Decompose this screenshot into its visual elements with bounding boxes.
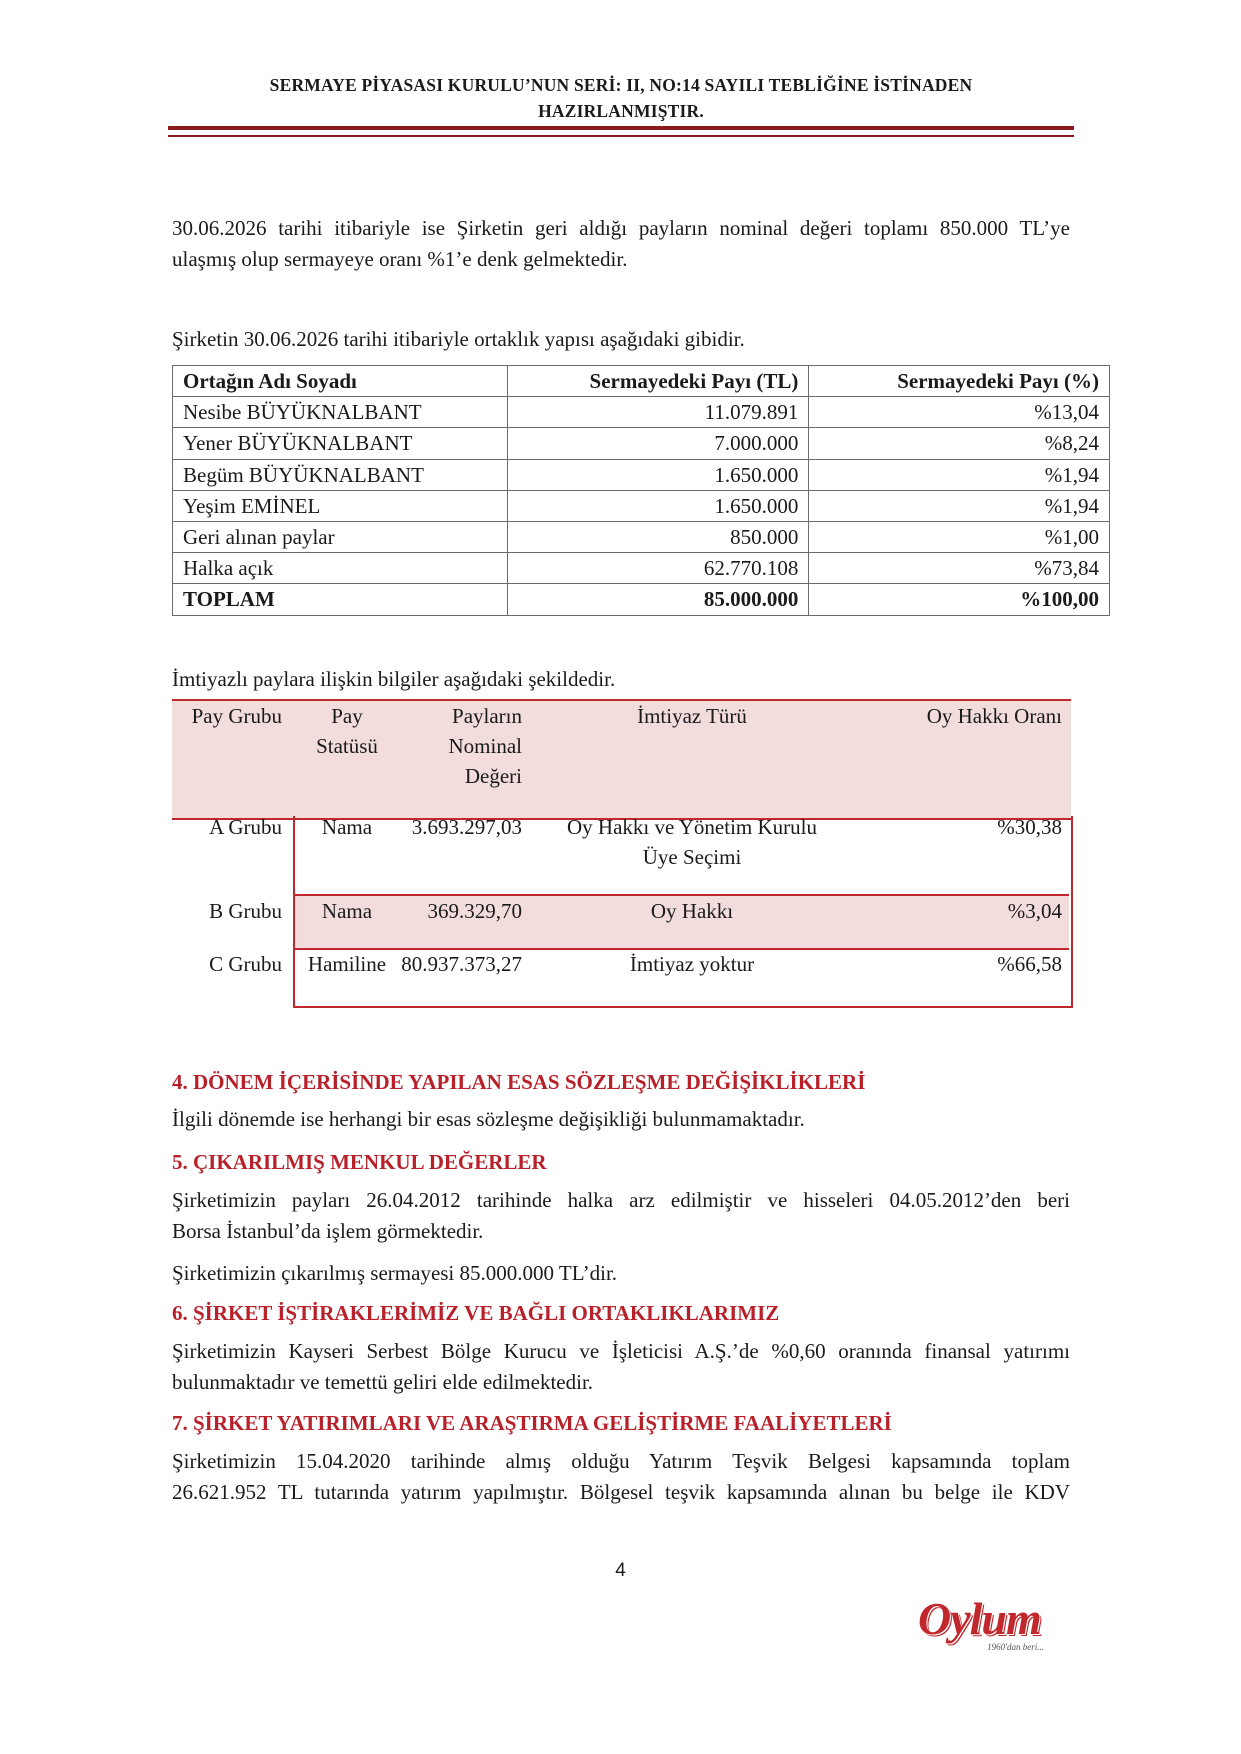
privileged-header-nominal-2: Nominal xyxy=(448,734,522,758)
section-7-line-2: 26.621.952 TL tutarında yatırım yapılmıştır. Bölgesel teşvik kapsamında alınan bu belge ile KDV xyxy=(172,1480,1070,1504)
privileged-header-vote: Oy Hakkı Oranı xyxy=(926,704,1062,728)
shareholder-amount: 1.650.000 xyxy=(507,490,809,521)
privileged-vote: %66,58 xyxy=(997,952,1062,976)
ownership-header-tl: Sermayedeki Payı (TL) xyxy=(507,366,809,397)
header-rule-thin xyxy=(168,135,1074,137)
privileged-group: C Grubu xyxy=(209,952,282,976)
table-row xyxy=(173,428,1110,459)
ownership-header-row xyxy=(173,366,1110,397)
shareholder-amount: 62.770.108 xyxy=(507,553,809,584)
privileged-status: Hamiline xyxy=(307,952,387,976)
table-row xyxy=(173,490,1110,521)
total-amount: 85.000.000 xyxy=(507,584,809,615)
intro-paragraph-line-1: 30.06.2026 tarihi itibariyle ise Şirketin geri aldığı payların nominal değeri toplamı 850.000 TL’ye xyxy=(172,216,1070,240)
section-6-line-2: bulunmaktadır ve temettü geliri elde edilmektedir. xyxy=(172,1370,594,1394)
privileged-type-line-1: İmtiyaz yoktur xyxy=(629,952,755,976)
section-6-title: 6. ŞİRKET İŞTİRAKLERİMİZ VE BAĞLI ORTAKLIKLARIMIZ xyxy=(172,1301,780,1325)
privileged-group: B Grubu xyxy=(209,899,282,923)
privileged-header-status-1: Pay xyxy=(331,704,363,728)
logo-tagline: 1960'dan beri... xyxy=(987,1642,1044,1652)
shareholder-name: Geri alınan paylar xyxy=(173,521,508,552)
shareholder-percent: %1,94 xyxy=(809,490,1110,521)
privileged-vote: %3,04 xyxy=(1007,899,1062,923)
ownership-intro: Şirketin 30.06.2026 tarihi itibariyle ortaklık yapısı aşağıdaki gibidir. xyxy=(172,327,745,351)
privileged-type-line-2: Üye Seçimi xyxy=(642,845,742,869)
privileged-header-nominal-3: Değeri xyxy=(464,764,522,788)
shareholder-name: Yener BÜYÜKNALBANT xyxy=(173,428,508,459)
header-rule-thick xyxy=(168,126,1074,130)
company-logo xyxy=(918,1593,1068,1655)
privileged-status: Nama xyxy=(321,899,373,923)
shareholder-name: Halka açık xyxy=(173,553,508,584)
total-percent: %100,00 xyxy=(809,584,1110,615)
page-header xyxy=(160,72,1082,124)
privileged-type-line-1: Oy Hakkı ve Yönetim Kurulu xyxy=(566,815,817,839)
table-row xyxy=(173,397,1110,428)
ownership-table xyxy=(172,365,1110,616)
privileged-status: Nama xyxy=(321,815,373,839)
privileged-type-line-1: Oy Hakkı xyxy=(650,899,734,923)
section-7-line-1: Şirketimizin 15.04.2020 tarihinde almış olduğu Yatırım Teşvik Belgesi kapsamında toplam xyxy=(172,1449,1070,1473)
shareholder-percent: %1,94 xyxy=(809,459,1110,490)
privileged-intro: İmtiyazlı paylara ilişkin bilgiler aşağıdaki şekildedir. xyxy=(172,667,616,691)
table-row xyxy=(173,521,1110,552)
page-number: 4 xyxy=(615,1560,626,1581)
privileged-vote: %30,38 xyxy=(997,815,1062,839)
privileged-nominal: 3.693.297,03 xyxy=(411,815,522,839)
section-6-line-1: Şirketimizin Kayseri Serbest Bölge Kurucu ve İşleticisi A.Ş.’de %0,60 oranında finansal yatırımı xyxy=(172,1339,1070,1363)
shareholder-percent: %8,24 xyxy=(809,428,1110,459)
ownership-header-pct: Sermayedeki Payı (%) xyxy=(809,366,1110,397)
section-5-line-3: Şirketimizin çıkarılmış sermayesi 85.000.000 TL’dir. xyxy=(172,1261,618,1285)
shareholder-name: Begüm BÜYÜKNALBANT xyxy=(173,459,508,490)
section-5-line-1: Şirketimizin payları 26.04.2012 tarihinde halka arz edilmiştir ve hisseleri 04.05.2012’den beri xyxy=(172,1188,1070,1212)
table-row xyxy=(173,553,1110,584)
section-4-text: İlgili dönemde ise herhangi bir esas sözleşme değişikliği bulunmamaktadır. xyxy=(172,1107,805,1131)
section-4-title: 4. DÖNEM İÇERİSİNDE YAPILAN ESAS SÖZLEŞME DEĞİŞİKLİKLERİ xyxy=(172,1070,866,1094)
intro-paragraph-line-2: ulaşmış olup sermayeye oranı %1’e denk gelmektedir. xyxy=(172,247,628,271)
header-line-2: HAZIRLANMIŞTIR. xyxy=(538,101,704,121)
total-label: TOPLAM xyxy=(173,584,508,615)
privileged-header-status-2: Statüsü xyxy=(316,734,378,758)
section-5-title: 5. ÇIKARILMIŞ MENKUL DEĞERLER xyxy=(172,1150,547,1174)
privileged-group: A Grubu xyxy=(209,815,282,839)
privileged-shares-table xyxy=(172,699,1071,1009)
shareholder-name: Yeşim EMİNEL xyxy=(173,490,508,521)
shareholder-percent: %13,04 xyxy=(809,397,1110,428)
shareholder-amount: 11.079.891 xyxy=(507,397,809,428)
ownership-total-row xyxy=(173,584,1110,615)
ownership-header-name: Ortağın Adı Soyadı xyxy=(173,366,508,397)
shareholder-amount: 1.650.000 xyxy=(507,459,809,490)
shareholder-amount: 7.000.000 xyxy=(507,428,809,459)
section-7-title: 7. ŞİRKET YATIRIMLARI VE ARAŞTIRMA GELİŞTİRME FAALİYETLERİ xyxy=(172,1411,892,1435)
shareholder-amount: 850.000 xyxy=(507,521,809,552)
section-5-line-2: Borsa İstanbul’da işlem görmektedir. xyxy=(172,1219,484,1243)
shareholder-percent: %73,84 xyxy=(809,553,1110,584)
shareholder-name: Nesibe BÜYÜKNALBANT xyxy=(173,397,508,428)
logo-wordmark: Oylum xyxy=(918,1593,1041,1644)
privileged-header-nominal-1: Payların xyxy=(452,704,522,728)
header-line-1: SERMAYE PİYASASI KURULU’NUN SERİ: II, NO:14 SAYILI TEBLİĞİNE İSTİNADEN xyxy=(269,75,973,95)
shareholder-percent: %1,00 xyxy=(809,521,1110,552)
privileged-nominal: 80.937.373,27 xyxy=(401,952,522,976)
table-row xyxy=(173,459,1110,490)
privileged-nominal: 369.329,70 xyxy=(427,899,522,923)
privileged-header-type: İmtiyaz Türü xyxy=(637,704,747,728)
privileged-header-group: Pay Grubu xyxy=(191,704,282,728)
